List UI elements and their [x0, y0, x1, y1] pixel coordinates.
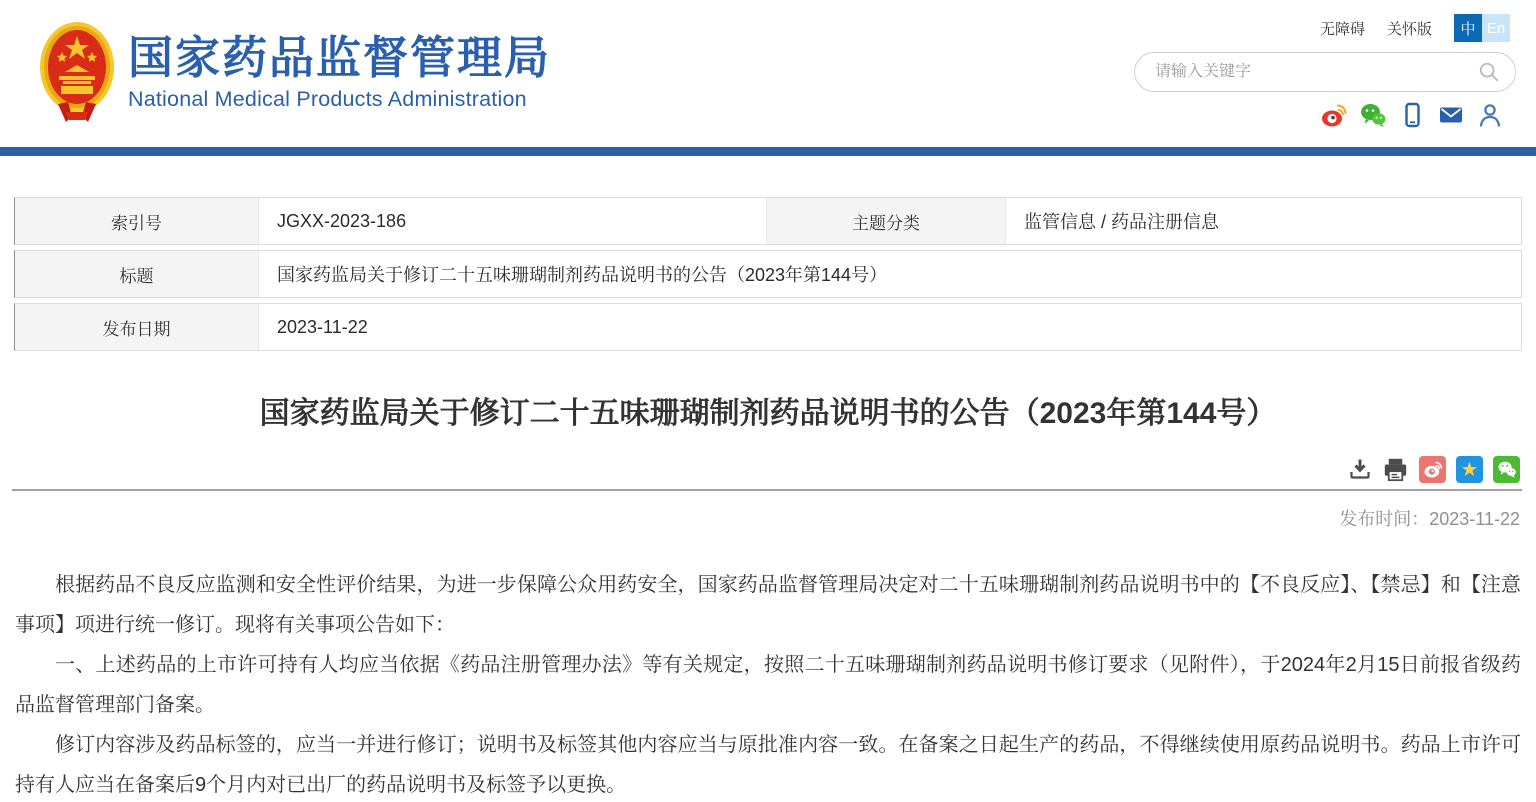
header-top-links	[1320, 14, 1510, 42]
lang-toggle-en[interactable]: En	[1482, 14, 1510, 42]
publish-time-label: 发布时间：	[1339, 509, 1430, 529]
search-input[interactable]	[1155, 63, 1477, 81]
header-social-icons	[1321, 102, 1503, 128]
search-icon[interactable]	[1477, 60, 1501, 84]
article-paragraph: 一、上述药品的上市许可持有人均应当依据《药品注册管理办法》等有关规定，按照二十五味珊瑚制剂药品说明书修订要求（见附件），于2024年2月15日前报省级药品监督管理部门备案。	[15, 654, 1521, 716]
site-header	[0, 0, 1536, 147]
lang-toggle-zh[interactable]: 中	[1454, 14, 1482, 42]
site-logo[interactable]	[38, 20, 551, 124]
table-row	[14, 250, 1522, 298]
meta-label-category: 主题分类	[766, 198, 1006, 244]
accessibility-link[interactable]: 无障碍	[1319, 20, 1365, 38]
print-icon[interactable]	[1382, 456, 1409, 483]
publish-time	[0, 505, 1520, 531]
user-icon[interactable]	[1477, 102, 1503, 128]
share-wechat-icon[interactable]	[1493, 456, 1520, 483]
article-paragraph: 根据药品不良反应监测和安全性评价结果，为进一步保障公众用药安全，国家药品监督管理局决定对二十五味珊瑚制剂药品说明书中的【不良反应】、【禁忌】和【注意事项】项进行统一修订。现将有关事项公告如下：	[15, 574, 1521, 636]
site-title-block	[128, 32, 551, 113]
search-box	[1134, 52, 1516, 92]
document-meta-table	[14, 197, 1522, 351]
meta-value-index: JGXX-2023-186	[277, 210, 407, 231]
meta-value-title: 国家药监局关于修订二十五味珊瑚制剂药品说明书的公告（2023年第144号）	[277, 265, 888, 285]
header-divider-bar	[0, 147, 1536, 156]
email-icon[interactable]	[1438, 102, 1464, 128]
table-row	[14, 303, 1522, 351]
page-title: 国家药监局关于修订二十五味珊瑚制剂药品说明书的公告（2023年第144号）	[259, 397, 1277, 430]
table-row	[14, 197, 1522, 245]
wechat-icon[interactable]	[1360, 102, 1386, 128]
share-qzone-icon[interactable]	[1456, 456, 1483, 483]
national-emblem-icon	[38, 20, 116, 124]
download-icon[interactable]	[1348, 457, 1372, 481]
site-title: 国家药品监督管理局	[128, 31, 552, 83]
article-tools	[0, 455, 1520, 483]
meta-label-title: 标题	[15, 251, 259, 297]
meta-label-index: 索引号	[15, 198, 259, 244]
weibo-icon[interactable]	[1321, 102, 1347, 128]
mobile-icon[interactable]	[1399, 102, 1425, 128]
article-paragraph: 修订内容涉及药品标签的，应当一并进行修订；说明书及标签其他内容应当与原批准内容一致。在备案之日起生产的药品，不得继续使用原药品说明书。药品上市许可持有人应当在备案后9个月内对已出厂的药品说明书及标签予以更换。	[15, 734, 1521, 796]
meta-value-category: 监管信息 / 药品注册信息	[1024, 212, 1220, 232]
meta-value-date: 2023-11-22	[277, 316, 368, 337]
qzone-star-glyph: ★	[1460, 458, 1479, 481]
article-body	[15, 565, 1521, 802]
meta-label-date: 发布日期	[15, 304, 259, 350]
care-version-link[interactable]: 关怀版	[1386, 20, 1432, 38]
share-weibo-icon[interactable]	[1419, 456, 1446, 483]
publish-time-value: 2023-11-22	[1429, 509, 1520, 529]
title-divider	[12, 489, 1522, 491]
site-subtitle: National Medical Products Administration	[128, 87, 527, 112]
